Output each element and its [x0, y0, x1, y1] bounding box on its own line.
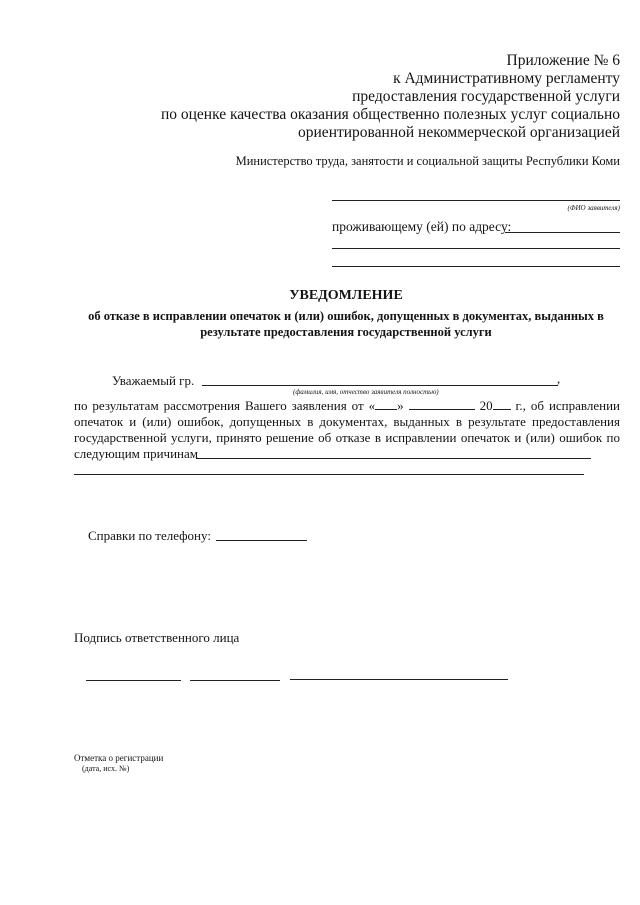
- address-line-2[interactable]: [332, 248, 620, 249]
- address-line-1[interactable]: [505, 232, 620, 233]
- regulation-line-2: предоставления государственной услуги: [352, 88, 620, 105]
- address-line-3[interactable]: [332, 266, 620, 267]
- date-month-field[interactable]: [409, 398, 475, 410]
- signature-label: Подпись ответственного лица: [74, 630, 240, 645]
- reasons-line-1[interactable]: [196, 458, 591, 459]
- body-line-1: [74, 398, 620, 414]
- applicant-fio-caption: (ФИО заявителя): [567, 204, 620, 212]
- signature-sign-line[interactable]: [190, 680, 280, 681]
- recipient-name-line[interactable]: [202, 385, 558, 386]
- regulation-line-4: ориентированной некоммерческой организацией: [298, 124, 620, 141]
- body-line-3: государственной услуги, принято решение об отказе в исправлении опечаток и (или) ошибок по: [74, 430, 620, 445]
- body-line-2: опечаток и (или) ошибок, допущенных в документах, выданных в результате предоставления: [74, 414, 620, 429]
- greeting: Уважаемый гр.: [112, 373, 195, 388]
- body-line-1-year: 20: [479, 398, 493, 413]
- registration-label: Отметка о регистрации: [74, 753, 164, 763]
- signature-position-line[interactable]: [86, 680, 181, 681]
- phone-label: Справки по телефону:: [88, 528, 211, 543]
- applicant-fio-line[interactable]: [332, 200, 620, 201]
- body-line-1-quote: »: [397, 398, 404, 413]
- notice-subtitle-2: результате предоставления государственной услуги: [200, 325, 492, 339]
- greeting-comma: ,: [557, 371, 561, 386]
- date-year-field[interactable]: [493, 398, 511, 410]
- address-label: проживающему (ей) по адресу:: [332, 219, 512, 234]
- body-line-4: следующим причинам: [74, 446, 198, 461]
- recipient-name-caption: (фамилия, имя, отчество заявителя полностью): [293, 388, 439, 396]
- regulation-line-1: к Административному регламенту: [393, 70, 620, 87]
- date-day-field[interactable]: [375, 398, 397, 410]
- signature-name-line[interactable]: [290, 679, 508, 680]
- ministry-name: Министерство труда, занятости и социальной защиты Республики Коми: [235, 154, 620, 168]
- regulation-line-3: по оценке качества оказания общественно полезных услуг социально: [160, 106, 620, 123]
- registration-caption: (дата, исх. №): [82, 764, 130, 773]
- notice-subtitle-1: об отказе в исправлении опечаток и (или) ошибок, допущенных в документах, выданных в: [88, 309, 604, 323]
- appendix-number: Приложение № 6: [506, 52, 620, 69]
- reasons-line-2[interactable]: [74, 474, 584, 475]
- notice-title: УВЕДОМЛЕНИЕ: [289, 288, 403, 303]
- body-line-1-end: г., об исправлении: [515, 398, 620, 413]
- body-line-1-start: по результатам рассмотрения Вашего заявления от «: [74, 398, 376, 413]
- phone-line[interactable]: [216, 540, 307, 541]
